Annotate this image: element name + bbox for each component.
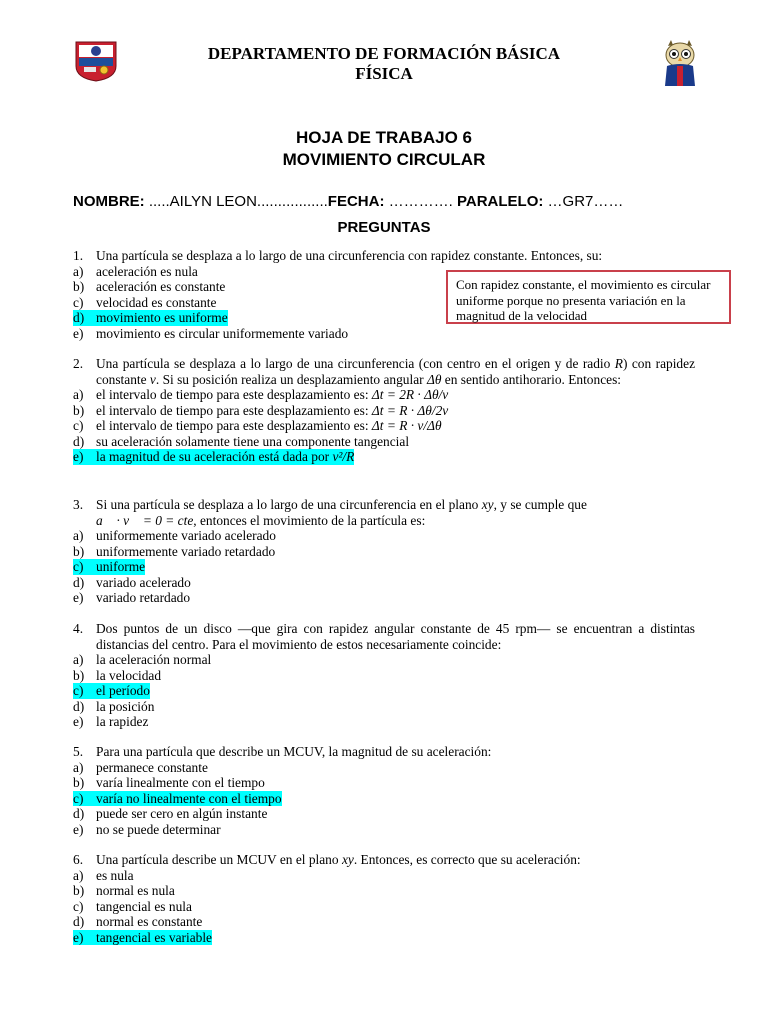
option-text: tangencial es nula xyxy=(96,898,192,914)
option-item xyxy=(73,760,695,776)
option-text: su aceleración solamente tiene una componente tangencial xyxy=(96,433,410,449)
option-text: el intervalo de tiempo para este desplazamiento es: Δt = R · Δθ/2v xyxy=(96,402,449,418)
option-letter: b) xyxy=(73,543,85,559)
question-6 xyxy=(73,852,695,945)
question-2 xyxy=(73,356,695,465)
option-item-selected xyxy=(73,449,695,465)
option-text: no se puede determinar xyxy=(96,821,221,837)
option-letter: e) xyxy=(73,449,96,465)
option-letter: b) xyxy=(73,775,85,790)
option-item xyxy=(73,822,695,838)
option-text: es nula xyxy=(96,867,134,883)
option-letter: e) xyxy=(73,325,84,341)
option-letter: e) xyxy=(73,930,96,946)
question-number: 6. xyxy=(73,852,84,867)
option-item xyxy=(73,418,695,434)
option-text: la posición xyxy=(96,698,155,714)
option-text: la rapidez xyxy=(96,714,149,729)
option-text: uniformemente variado retardado xyxy=(96,543,276,559)
option-item xyxy=(73,652,695,668)
option-item xyxy=(73,699,695,715)
question-stem: Una partícula describe un MCUV en el plano xy. Entonces, es correcto que su aceleración: xyxy=(96,852,581,867)
option-text: normal es nula xyxy=(96,883,175,898)
option-text-highlighted: el período xyxy=(96,683,150,698)
option-item-selected xyxy=(73,930,695,946)
option-text-highlighted: uniforme xyxy=(96,559,146,574)
option-item xyxy=(73,775,695,791)
option-item xyxy=(73,403,695,419)
option-item xyxy=(73,914,695,930)
option-letter: a) xyxy=(73,652,84,667)
question-1 xyxy=(73,248,663,341)
option-text: la aceleración normal xyxy=(96,652,212,667)
option-letter: a) xyxy=(73,528,84,543)
option-item xyxy=(73,868,695,884)
option-letter: c) xyxy=(73,898,84,914)
option-letter: c) xyxy=(73,418,84,433)
option-text: el intervalo de tiempo para este desplazamiento es: Δt = 2R · Δθ/v xyxy=(96,387,449,402)
option-item-selected xyxy=(73,559,695,575)
question-stem: Si una partícula se desplaza a lo largo de una circunferencia en el plano xy, y se cumple que a⃗ · v⃗ = 0 = cte, entonces el movimiento de la partícula es: xyxy=(96,497,587,528)
option-letter: a) xyxy=(73,867,84,883)
option-letter: c) xyxy=(73,683,96,699)
option-letter: d) xyxy=(73,698,85,714)
option-text: permanece constante xyxy=(96,759,208,775)
option-text-highlighted: tangencial es variable xyxy=(96,929,212,945)
department-title: DEPARTAMENTO DE FORMACIÓN BÁSICA xyxy=(207,44,561,63)
option-item xyxy=(73,714,695,730)
question-3 xyxy=(73,497,695,606)
option-item xyxy=(73,899,695,915)
option-text: velocidad es constante xyxy=(96,294,217,310)
option-letter: c) xyxy=(73,294,84,310)
option-text-highlighted: varía no linealmente con el tiempo xyxy=(96,790,282,806)
option-text: aceleración es constante xyxy=(96,279,226,294)
option-letter: e) xyxy=(73,590,84,605)
option-letter: e) xyxy=(73,714,84,729)
answer-note-box: Con rapidez constante, el movimiento es circular uniforme porque no presenta variación en la magnitud de la velocidad xyxy=(446,270,731,324)
option-text: la velocidad xyxy=(96,667,162,683)
nombre-label: NOMBRE: xyxy=(73,193,145,210)
question-5 xyxy=(73,744,695,837)
fecha-label: FECHA: xyxy=(327,193,385,210)
option-text-highlighted: la magnitud de su aceleración está dada por v²/R xyxy=(96,449,355,464)
option-text: variado retardado xyxy=(96,590,191,605)
option-item xyxy=(73,575,695,591)
option-item xyxy=(73,668,695,684)
option-item xyxy=(73,387,695,403)
worksheet-subtitle: MOVIMIENTO CIRCULAR xyxy=(282,150,486,169)
option-letter: a) xyxy=(73,387,84,402)
option-text: normal es constante xyxy=(96,914,203,929)
option-item xyxy=(73,295,663,311)
option-text: movimiento es circular uniformemente variado xyxy=(96,325,349,341)
option-letter: e) xyxy=(73,821,84,837)
option-text: aceleración es nula xyxy=(96,263,198,279)
option-item xyxy=(73,590,695,606)
student-info-line xyxy=(73,193,623,210)
option-item xyxy=(73,434,695,450)
question-stem: Para una partícula que describe un MCUV, la magnitud de su aceleración: xyxy=(96,744,492,759)
option-letter: d) xyxy=(73,433,85,449)
option-item-selected xyxy=(73,791,695,807)
option-letter: b) xyxy=(73,279,85,294)
question-number: 3. xyxy=(73,497,84,512)
question-stem: Una partícula se desplaza a lo largo de una circunferencia (con centro en el origen y de radio R) con rapidez constante v. Si su posición realiza un desplazamiento angular Δθ en sentido antihorario. Entonces: xyxy=(96,356,696,387)
option-text: varía linealmente con el tiempo xyxy=(96,775,265,790)
question-number: 5. xyxy=(73,744,84,759)
option-letter: c) xyxy=(73,791,96,807)
question-stem: Una partícula se desplaza a lo largo de una circunferencia con rapidez constante. Entonces, su: xyxy=(96,248,603,263)
option-letter: d) xyxy=(73,574,85,590)
section-title: PREGUNTAS xyxy=(337,219,431,236)
fecha-value: …………. xyxy=(384,193,457,210)
worksheet-title: HOJA DE TRABAJO 6 xyxy=(295,128,472,147)
option-text-highlighted: movimiento es uniforme xyxy=(96,310,228,325)
option-text: variado acelerado xyxy=(96,574,191,590)
question-4 xyxy=(73,621,695,730)
option-text: el intervalo de tiempo para este desplazamiento es: Δt = R · v/Δθ xyxy=(96,418,442,433)
option-letter: b) xyxy=(73,667,85,683)
option-letter: d) xyxy=(73,914,85,929)
question-stem: Dos puntos de un disco —que gira con rapidez angular constante de 45 rpm— se encuentran a distintas distancias del centro. Para el movimiento de estos necesariamente coincide: xyxy=(96,621,695,652)
option-letter: b) xyxy=(73,883,85,898)
option-item-selected xyxy=(73,683,695,699)
option-item-selected xyxy=(73,310,663,326)
option-item xyxy=(73,264,663,280)
option-item xyxy=(73,883,695,899)
nombre-value: .....AILYN LEON................. xyxy=(144,193,328,210)
question-number: 4. xyxy=(73,621,84,636)
paralelo-label: PARALELO: xyxy=(456,193,544,210)
question-number: 1. xyxy=(73,248,84,263)
subject-title: FÍSICA xyxy=(355,64,413,83)
option-text: uniformemente variado acelerado xyxy=(96,528,276,543)
option-letter: d) xyxy=(73,310,96,326)
option-letter: c) xyxy=(73,559,96,575)
option-item xyxy=(73,528,695,544)
option-letter: b) xyxy=(73,402,85,418)
question-number: 2. xyxy=(73,356,84,371)
option-letter: a) xyxy=(73,759,84,775)
option-letter: a) xyxy=(73,263,84,279)
option-item xyxy=(73,544,695,560)
option-letter: d) xyxy=(73,806,85,821)
option-text: puede ser cero en algún instante xyxy=(96,806,268,821)
option-item xyxy=(73,326,663,342)
option-item xyxy=(73,806,695,822)
option-item xyxy=(73,279,663,295)
paralelo-value: …GR7…… xyxy=(543,193,624,210)
